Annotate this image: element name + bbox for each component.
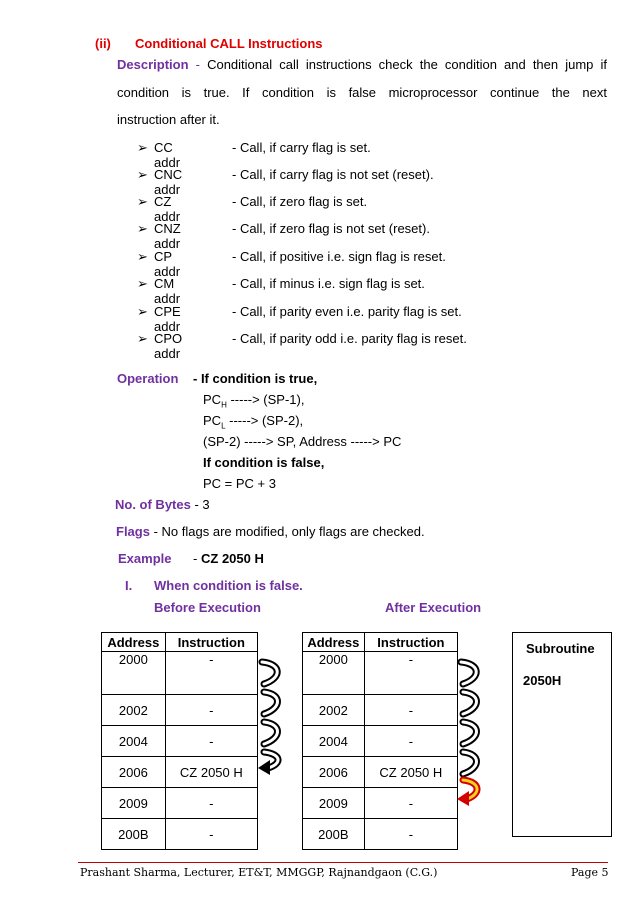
before-memory-table [101, 632, 258, 850]
instruction-description: - Call, if parity odd i.e. parity flag is reset. [232, 331, 467, 346]
table-row [102, 788, 258, 819]
address-cell: 2000 [303, 652, 365, 695]
arrow-head-icon [258, 760, 270, 775]
table-row [303, 757, 458, 788]
instruction-cell: - [364, 788, 457, 819]
before-flow-arrows [256, 656, 288, 776]
bytes-row [115, 497, 210, 512]
description-paragraph-line1 [117, 57, 607, 72]
case-title: When condition is false. [154, 578, 303, 593]
instruction-mnemonic: CNZ addr [154, 221, 181, 251]
description-label: Description [117, 57, 189, 72]
subroutine-box [512, 632, 612, 837]
operation-pch-line: $PC_H$ -----> (SP-1), [203, 392, 305, 410]
footer-divider [78, 862, 608, 863]
example-dash: - [193, 551, 198, 566]
instruction-cell: - [165, 652, 257, 695]
subroutine-address: 2050H [523, 673, 562, 688]
instruction-cell: - [364, 726, 457, 757]
operation-false-head: If condition is false, [203, 455, 325, 470]
address-cell: 2004 [303, 726, 365, 757]
description-text-2: condition is true. If condition is false microprocessor continue the next [117, 85, 607, 100]
bullet-arrow-icon: ➢ [137, 221, 148, 236]
footer-author: Prashant Sharma, Lecturer, ET&T, MMGGP, Rajnandgaon (C.G.) [80, 866, 438, 879]
address-cell: 200B [102, 819, 166, 850]
instruction-cell: - [165, 819, 257, 850]
instruction-mnemonic: CNC addr [154, 167, 183, 197]
highlight-arrow-head-icon [457, 791, 469, 806]
table-row [303, 788, 458, 819]
instruction-cell: - [364, 652, 457, 695]
table-row [102, 726, 258, 757]
instruction-description: - Call, if zero flag is not set (reset). [232, 221, 430, 236]
section-title: Conditional CALL Instructions [135, 36, 323, 51]
instruction-header: Instruction [364, 633, 457, 652]
description-text-3: instruction after it. [117, 112, 220, 127]
operation-true-head: - If condition is true, [193, 371, 318, 386]
bullet-arrow-icon: ➢ [137, 167, 148, 182]
after-execution-label: After Execution [385, 600, 482, 615]
table-row [303, 695, 458, 726]
instruction-description: - Call, if zero flag is set. [232, 194, 368, 209]
address-cell: 2009 [303, 788, 365, 819]
bullet-arrow-icon: ➢ [137, 140, 148, 155]
table-row [102, 695, 258, 726]
operation-pcl-line: $PC_L$ -----> (SP-2), [203, 413, 304, 431]
instruction-cell: CZ 2050 H [165, 757, 257, 788]
instruction-cell: - [165, 726, 257, 757]
subroutine-title: Subroutine [526, 641, 595, 656]
before-execution-label: Before Execution [154, 600, 261, 615]
table-row [303, 726, 458, 757]
table-row [303, 819, 458, 850]
after-memory-table [302, 632, 458, 850]
instruction-cell: CZ 2050 H [364, 757, 457, 788]
example-value: CZ 2050 H [201, 551, 264, 566]
instruction-cell: - [165, 695, 257, 726]
bullet-arrow-icon: ➢ [137, 331, 148, 346]
example-label: Example [118, 551, 172, 566]
address-cell: 2004 [102, 726, 166, 757]
operation-sp-line: (SP-2) -----> SP, Address -----> PC [203, 434, 402, 449]
description-dash: - [195, 57, 200, 72]
bullet-arrow-icon: ➢ [137, 249, 148, 264]
bullet-arrow-icon: ➢ [137, 194, 148, 209]
address-cell: 2002 [303, 695, 365, 726]
instruction-description: - Call, if carry flag is not set (reset). [232, 167, 434, 182]
instruction-description: - Call, if carry flag is set. [232, 140, 371, 155]
case-numeral: I. [125, 578, 133, 593]
table-row [303, 652, 458, 695]
instruction-cell: - [364, 695, 457, 726]
address-cell: 2000 [102, 652, 166, 695]
instruction-header: Instruction [165, 633, 257, 652]
address-cell: 2002 [102, 695, 166, 726]
instruction-mnemonic: CPE addr [154, 304, 181, 334]
bytes-value: - 3 [194, 497, 210, 512]
address-header: Address [303, 633, 365, 652]
instruction-cell: - [364, 819, 457, 850]
flags-label: Flags [116, 524, 150, 539]
bytes-label: No. of Bytes [115, 497, 191, 512]
address-header: Address [102, 633, 166, 652]
bullet-arrow-icon: ➢ [137, 304, 148, 319]
section-number: (ii) [95, 36, 111, 51]
flags-row [116, 524, 425, 539]
table-row [102, 757, 258, 788]
instruction-mnemonic: CZ addr [154, 194, 181, 224]
instruction-mnemonic: CM addr [154, 276, 181, 306]
footer-page: Page 5 [571, 866, 609, 879]
instruction-mnemonic: CP addr [154, 249, 181, 279]
instruction-description: - Call, if minus i.e. sign flag is set. [232, 276, 425, 291]
address-cell: 2006 [102, 757, 166, 788]
instruction-mnemonic: CPO addr [154, 331, 183, 361]
bullet-arrow-icon: ➢ [137, 276, 148, 291]
after-flow-arrows [455, 656, 487, 808]
table-row [102, 819, 258, 850]
address-cell: 2009 [102, 788, 166, 819]
instruction-description: - Call, if positive i.e. sign flag is reset. [232, 249, 446, 264]
address-cell: 2006 [303, 757, 365, 788]
flags-value: - No flags are modified, only flags are checked. [153, 524, 425, 539]
description-text-1: Conditional call instructions check the condition and then jump if [207, 57, 607, 72]
operation-label: Operation [117, 371, 179, 386]
instruction-mnemonic: CC addr [154, 140, 181, 170]
instruction-cell: - [165, 788, 257, 819]
instruction-description: - Call, if parity even i.e. parity flag is set. [232, 304, 462, 319]
table-row [102, 652, 258, 695]
address-cell: 200B [303, 819, 365, 850]
operation-pc-line: PC = PC + 3 [203, 476, 276, 491]
